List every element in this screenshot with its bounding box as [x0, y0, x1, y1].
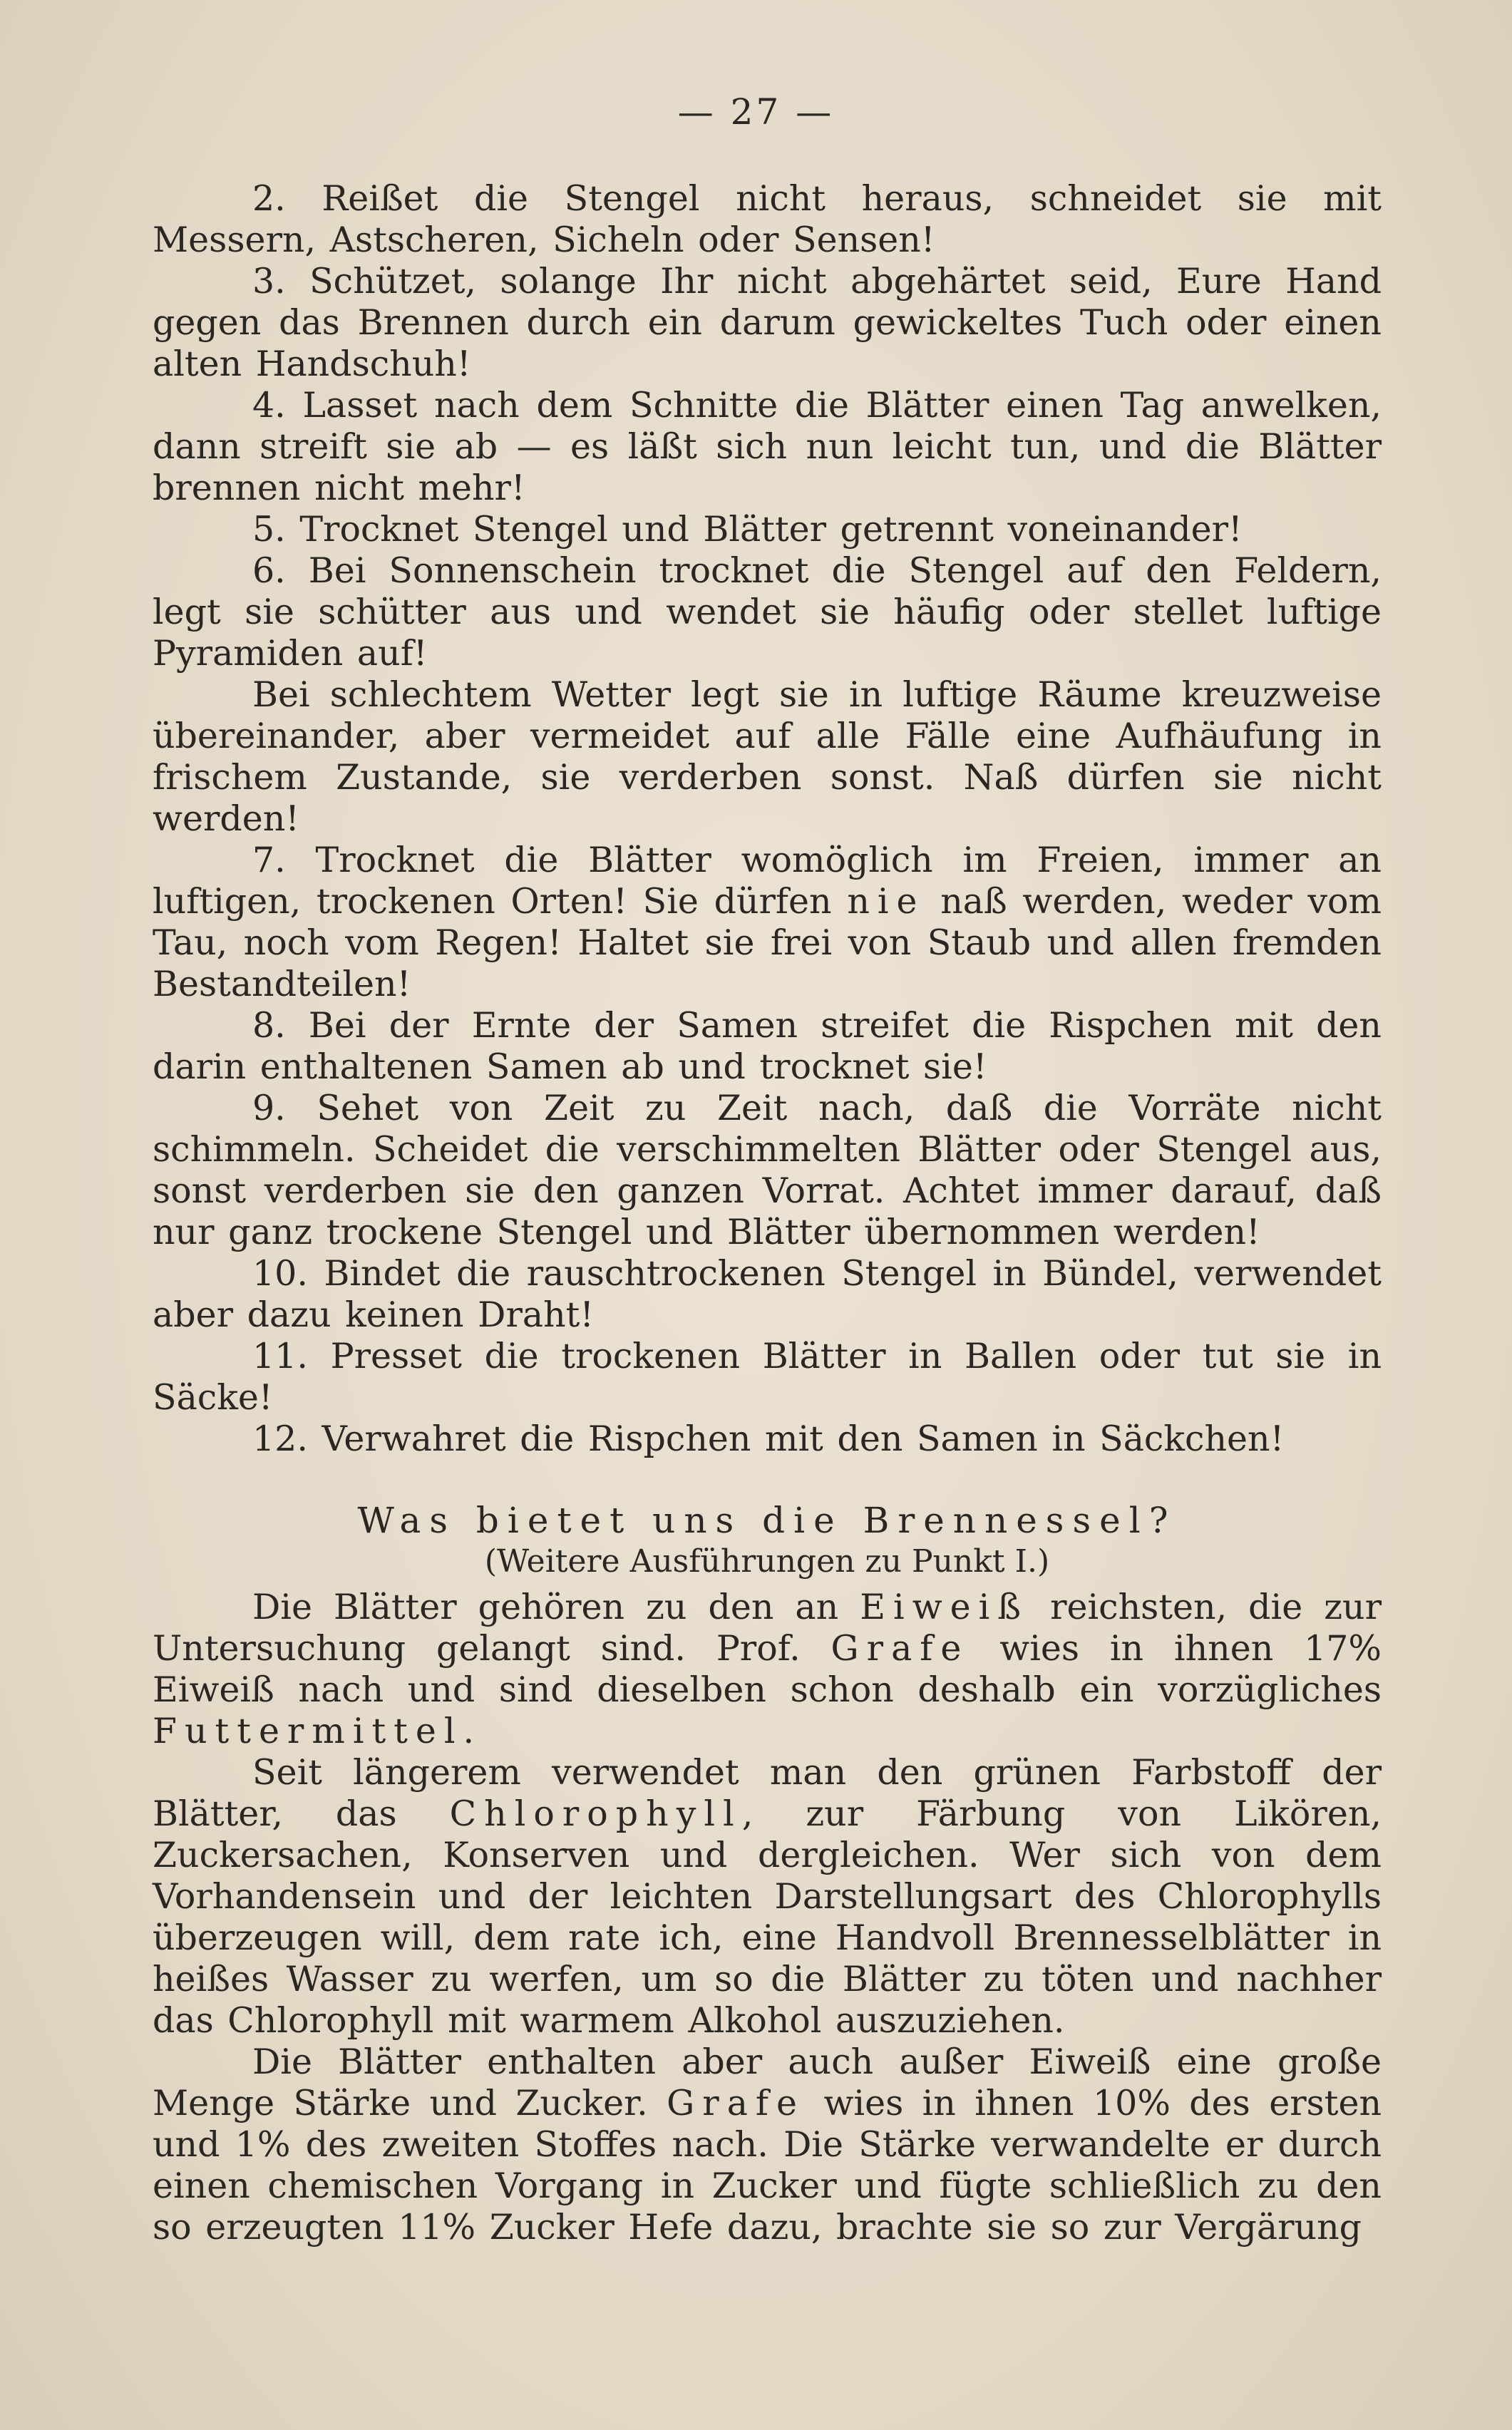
body-text — [153, 178, 1382, 2248]
list-item: 10. Bindet die rauschtrockenen Stengel in Bündel, verwendet aber dazu keinen Draht! — [153, 1253, 1382, 1335]
section-heading: Was bietet uns die Brennessel? — [357, 1500, 1177, 1541]
paragraph: Die Blätter gehören zu den an Eiweiß reichsten, die zur Untersuchung gelangt sind. Prof. Grafe wies in ihnen 17% Eiweiß nach und sind dieselben schon deshalb ein vorzügliches Futtermittel. — [153, 1587, 1382, 1751]
paragraph: Seit längerem verwendet man den grünen Farbstoff der Blätter, das Chlorophyll, zur Färbung von Likören, Zuckersachen, Konserven und dergleichen. Wer sich von dem Vorhandensein und der leichten Darstellungsart des Chlorophylls überzeugen will, dem rate ich, eine Handvoll Brennesselblätter in heißes Wasser zu werfen, um so die Blätter zu töten und nachher das Chlorophyll mit warmem Alkohol auszuziehen. — [153, 1752, 1382, 2041]
list-item: 7. Trocknet die Blätter womöglich im Freien, immer an luftigen, trockenen Orten! Sie dürfen nie naß werden, weder vom Tau, noch vom Regen! Haltet sie frei von Staub und allen fremden Bestandteilen! — [153, 840, 1382, 1004]
paragraph: Die Blätter enthalten aber auch außer Eiweiß eine große Menge Stärke und Zucker. Grafe wies in ihnen 10% des ersten und 1% des zweiten Stoffes nach. Die Stärke verwandelte er durch einen chemischen Vorgang in Zucker und fügte schließlich zu den so erzeugten 11% Zucker Hefe dazu, brachte sie so zur Vergärung — [153, 2042, 1382, 2248]
paragraph: Bei schlechtem Wetter legt sie in luftige Räume kreuzweise übereinander, aber vermeidet auf alle Fälle eine Aufhäufung in frischem Zustande, sie verderben sonst. Naß dürfen sie nicht werden! — [153, 674, 1382, 839]
list-item: 12. Verwahret die Rispchen mit den Samen in Säckchen! — [252, 1419, 1285, 1459]
list-item: 3. Schützet, solange Ihr nicht abgehärtet seid, Eure Hand gegen das Brennen durch ein darum gewickeltes Tuch oder einen alten Handschuh! — [153, 261, 1382, 384]
list-item: 11. Presset die trockenen Blätter in Ballen oder tut sie in Säcke! — [153, 1336, 1382, 1418]
list-item: 4. Lasset nach dem Schnitte die Blätter einen Tag anwelken, dann streift sie ab — es läßt sich nun leicht tun, und die Blätter brennen nicht mehr! — [153, 385, 1382, 508]
list-item: 8. Bei der Ernte der Samen streifet die Rispchen mit den darin enthaltenen Samen ab und trocknet sie! — [153, 1005, 1382, 1087]
section-subheading: (Weitere Ausführungen zu Punkt I.) — [484, 1543, 1050, 1580]
list-item: 5. Trocknet Stengel und Blätter getrennt voneinander! — [252, 509, 1243, 550]
list-item: 2. Reißet die Stengel nicht heraus, schneidet sie mit Messern, Astscheren, Sicheln oder Sensen! — [153, 178, 1382, 260]
list-item: 9. Sehet von Zeit zu Zeit nach, daß die Vorräte nicht schimmeln. Scheidet die verschimmelten Blätter oder Stengel aus, sonst verderben sie den ganzen Vorrat. Achtet immer darauf, daß nur ganz trockene Stengel und Blätter übernommen werden! — [153, 1088, 1382, 1252]
list-item: 6. Bei Sonnenschein trocknet die Stengel auf den Feldern, legt sie schütter aus und wendet sie häufig oder stellet luftige Pyramiden auf! — [153, 550, 1382, 674]
page-number: — 27 — — [677, 91, 835, 133]
